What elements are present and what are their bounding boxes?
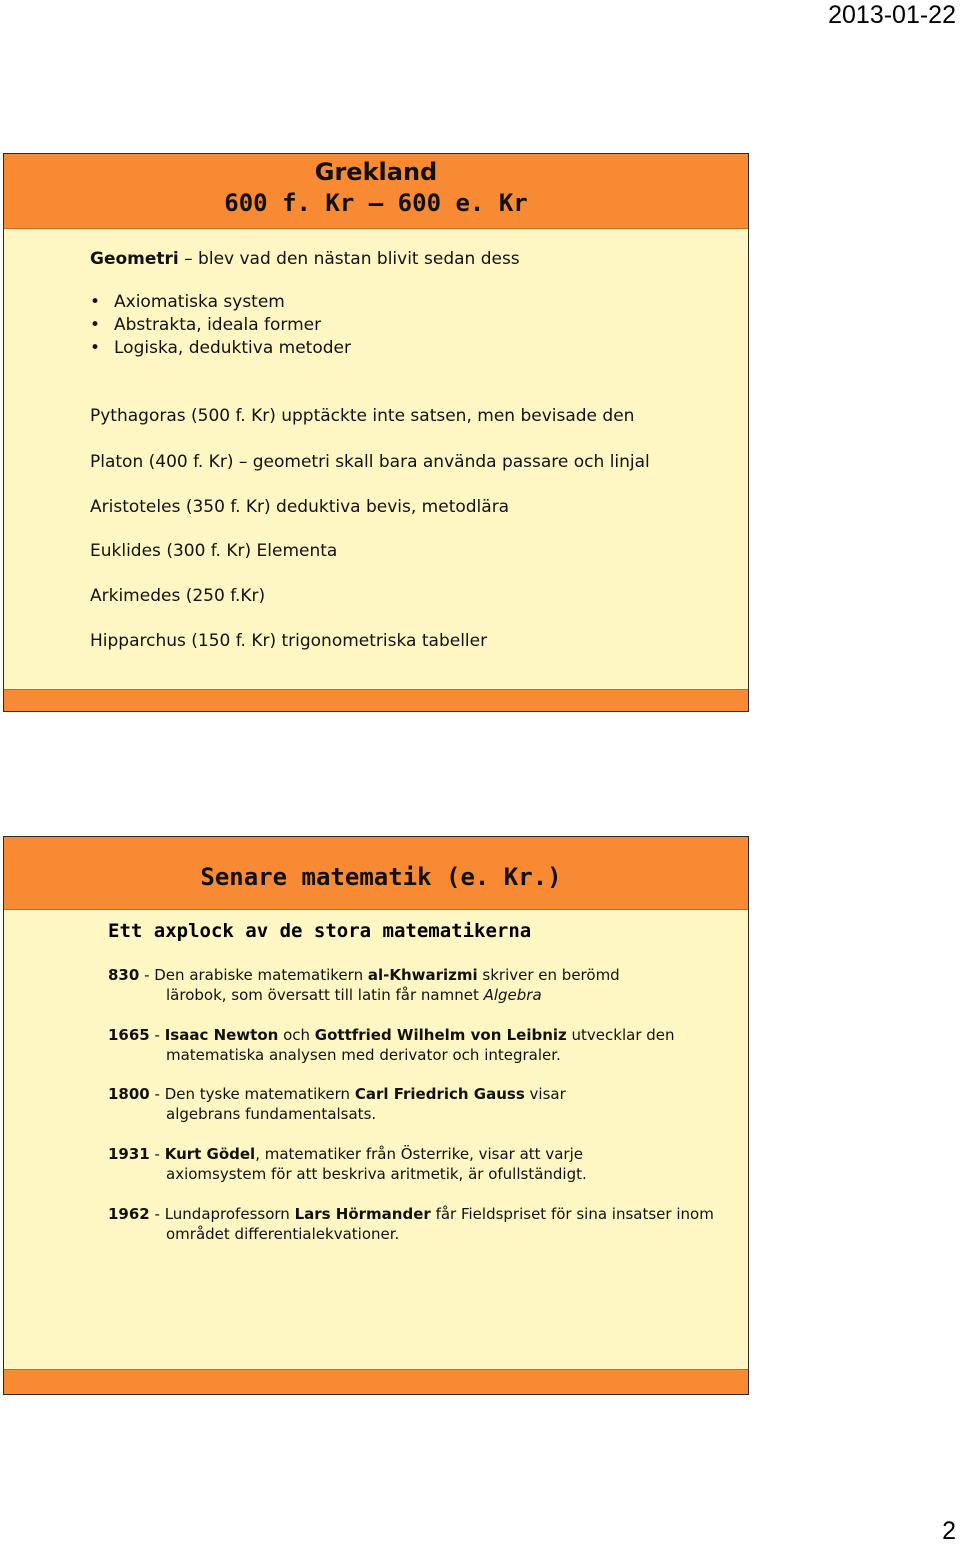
- timeline-entry: 830 - Den arabiske matematikern al-Khwarizmi skriver en berömd lärobok, som översatt till latin får namnet Algebra: [108, 966, 620, 1004]
- slide-title-line1: Grekland: [314, 158, 438, 186]
- entry-year: 830: [108, 966, 140, 984]
- person-name: Isaac Newton: [164, 1026, 279, 1044]
- history-line: Aristoteles (350 f. Kr) deduktiva bevis, metodlära: [90, 497, 510, 517]
- geometry-text: – blev vad den nästan blivit sedan dess: [178, 249, 520, 269]
- history-line: Hipparchus (150 f. Kr) trigonometriska tabeller: [90, 631, 488, 651]
- person-name: Gottfried Wilhelm von Leibniz: [314, 1026, 567, 1044]
- entry-year: 1962: [108, 1205, 150, 1223]
- person-name: al-Khwarizmi: [367, 966, 478, 984]
- timeline-entry: 1665 - Isaac Newton och Gottfried Wilhelm von Leibniz utvecklar den matematiska analysen med derivator och integraler.: [108, 1026, 675, 1064]
- slide-footer-bar: [4, 689, 748, 711]
- history-line: Pythagoras (500 f. Kr) upptäckte inte satsen, men bevisade den: [90, 406, 635, 426]
- history-line: Platon (400 f. Kr) – geometri skall bara använda passare och linjal: [90, 452, 650, 472]
- slide-grekland: [3, 153, 749, 712]
- person-name: Kurt Gödel: [164, 1145, 256, 1163]
- list-item: • Abstrakta, ideala former: [90, 314, 351, 337]
- list-item: • Logiska, deduktiva metoder: [90, 337, 351, 360]
- history-line: Euklides (300 f. Kr) Elementa: [90, 541, 338, 561]
- timeline-entry: 1800 - Den tyske matematikern Carl Friedrich Gauss visar algebrans fundamentalsats.: [108, 1085, 566, 1123]
- geometry-term: Geometri: [90, 249, 179, 269]
- slide-footer-bar: [4, 1369, 748, 1394]
- page-date: 2013-01-22: [828, 1, 956, 29]
- slide-title: Senare matematik (e. Kr.): [200, 863, 562, 891]
- list-item: • Axiomatiska system: [90, 291, 351, 314]
- page-number: 2: [942, 1517, 956, 1545]
- timeline-entry: 1962 - Lundaprofessorn Lars Hörmander får Fieldspriset för sina insatser inom området differentialekvationer.: [108, 1205, 714, 1243]
- person-name: Lars Hörmander: [294, 1205, 431, 1223]
- entry-year: 1800: [108, 1085, 150, 1103]
- book-title: Algebra: [483, 986, 542, 1004]
- slide-senare-matematik: [3, 836, 749, 1395]
- history-line: Arkimedes (250 f.Kr): [90, 586, 266, 606]
- slide-subheading: Ett axplock av de stora matematikerna: [108, 920, 532, 942]
- bullet-list: [90, 291, 351, 360]
- timeline-entry: 1931 - Kurt Gödel, matematiker från Österrike, visar att varje axiomsystem för att beskriva aritmetik, är ofullständigt.: [108, 1145, 587, 1183]
- entry-year: 1931: [108, 1145, 150, 1163]
- geometry-line: [90, 249, 520, 269]
- slide-title-line2: 600 f. Kr – 600 e. Kr: [224, 189, 528, 217]
- entry-year: 1665: [108, 1026, 150, 1044]
- person-name: Carl Friedrich Gauss: [354, 1085, 525, 1103]
